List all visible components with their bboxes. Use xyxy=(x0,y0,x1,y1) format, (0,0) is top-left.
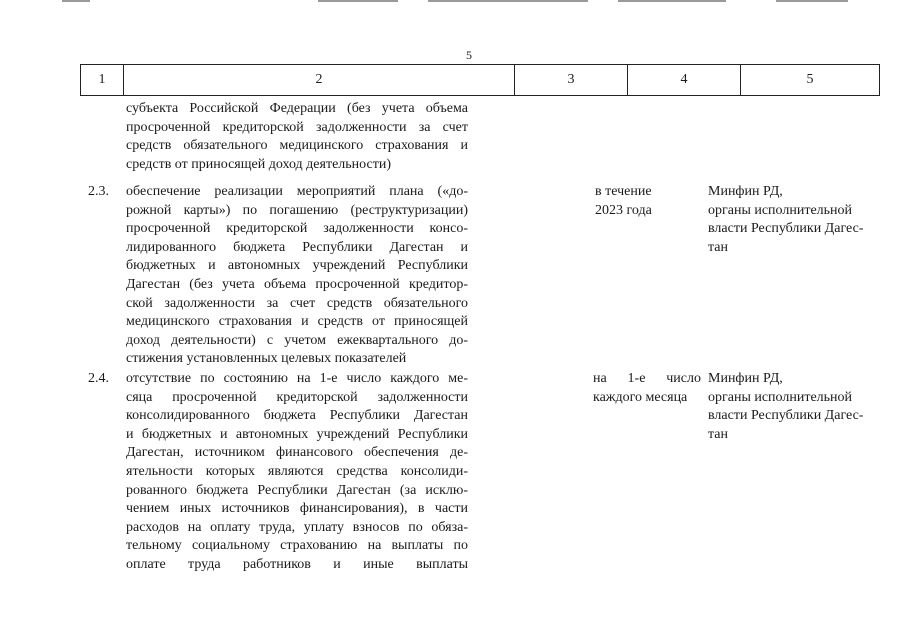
text-line: средств от приносящей доход деятельности) xyxy=(126,156,391,172)
text-line: расходов на оплату труда, уплату взносов по обяза- xyxy=(126,519,468,535)
text-line: стижения установленных целевых показателей xyxy=(126,351,407,367)
text-line: Минфин РД, xyxy=(708,184,783,199)
row-number: 2.3. xyxy=(88,184,109,199)
text-line: 2023 года xyxy=(595,202,652,218)
scan-mark xyxy=(776,0,848,2)
text-line: обеспечение реализации мероприятий плана («до- xyxy=(126,184,468,199)
row-term xyxy=(593,370,701,407)
text-line: рожной карты») по погашению (реструктуризации) xyxy=(126,202,468,218)
text-line: и бюджетных и автономных учреждений Республики xyxy=(126,426,468,442)
column-header-2: 2 xyxy=(124,65,515,96)
row-responsible xyxy=(708,370,880,444)
row-number: 2.4. xyxy=(88,371,109,386)
scan-mark xyxy=(318,0,398,2)
text-line: лидированного бюджета Республики Дагестан и xyxy=(126,239,468,255)
text-line: тан xyxy=(708,426,728,442)
text-line: в течение xyxy=(595,184,652,199)
text-line: тельному социальному страхованию на выплаты по xyxy=(126,538,468,554)
text-line: субъекта Российской Федерации (без учета объема xyxy=(126,101,468,116)
column-header-1: 1 xyxy=(81,65,124,96)
column-header-3: 3 xyxy=(515,65,628,96)
text-line: доход деятельности) с учетом ежеквартального до- xyxy=(126,332,468,348)
text-line: ятельности которых являются средства консолиди- xyxy=(126,463,468,479)
text-line: органы исполнительной xyxy=(708,389,853,405)
text-line: Дагестан, источником финансового обеспечения де- xyxy=(126,445,468,461)
page-number: 5 xyxy=(466,48,472,62)
text-line: власти Республики Дагес- xyxy=(708,221,864,237)
text-line: средств обязательного медицинского страхования и xyxy=(126,138,468,154)
text-line: каждого месяца xyxy=(593,389,688,405)
text-line: на 1-е число xyxy=(593,371,701,386)
text-line: медицинского страхования и средств от приносящей xyxy=(126,314,468,330)
text-line: Минфин РД, xyxy=(708,371,783,386)
text-line: бюджетных и автономных учреждений Республики xyxy=(126,258,468,274)
text-line: ской задолженности за счет средств обязательного xyxy=(126,295,468,311)
text-line: чением иных источников финансирования), в части xyxy=(126,501,468,517)
row-responsible xyxy=(708,183,880,257)
text-line: Дагестан (без учета объема просроченной кредитор- xyxy=(126,276,468,292)
row-description xyxy=(126,183,468,369)
text-line: органы исполнительной xyxy=(708,202,853,218)
column-header-4: 4 xyxy=(628,65,741,96)
column-header-5: 5 xyxy=(741,65,880,96)
text-line: просроченной кредиторской задолженности за счет xyxy=(126,119,468,135)
text-line: рованного бюджета Республики Дагестан (за исклю- xyxy=(126,482,468,498)
row-description xyxy=(126,370,468,575)
scan-mark xyxy=(62,0,90,2)
text-line: отсутствие по состоянию на 1-е число каждого ме- xyxy=(126,371,468,386)
scan-mark xyxy=(618,0,726,2)
text-line: просроченной кредиторской задолженности консо- xyxy=(126,221,468,237)
scan-mark xyxy=(428,0,588,2)
text-line: оплате труда работников и иные выплаты xyxy=(126,556,468,572)
column-header-table xyxy=(80,64,880,96)
text-line: тан xyxy=(708,239,728,255)
text-line: консолидированного бюджета Республики Дагестан xyxy=(126,408,468,424)
text-line: сяца просроченной кредиторской задолженности xyxy=(126,389,468,405)
row-term xyxy=(595,183,700,220)
continuation-text xyxy=(126,100,468,174)
text-line: власти Республики Дагес- xyxy=(708,408,864,424)
